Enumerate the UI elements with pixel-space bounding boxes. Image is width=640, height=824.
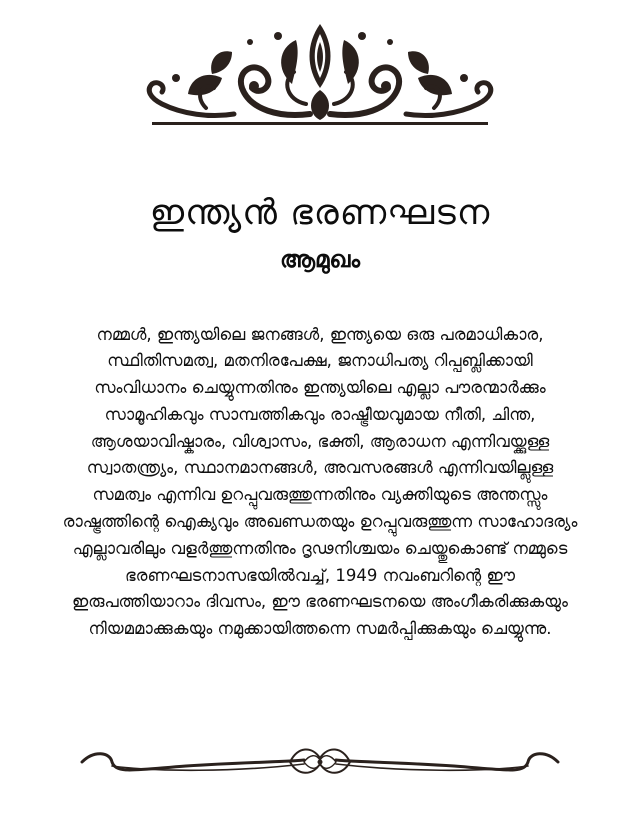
document-subtitle: ആമുഖം bbox=[279, 247, 361, 274]
document-title: ഇന്ത്യൻ ഭരണഘടന bbox=[149, 193, 491, 234]
swirl-divider-ornament-icon bbox=[76, 732, 564, 784]
preamble-text: നമ്മൾ, ഇന്ത്യയിലെ ജനങ്ങൾ, ഇന്ത്യയെ ഒരു പരമാധികാര, സ്ഥിതിസമത്വ, മതനിരപേക്ഷ, ജനാധിപത്യ റിപ്പബ്ലിക്കായി സംവിധാനം ചെയ്യുന്നതിനും ഇന്ത്യയിലെ എല്ലാ പൗരന്മാർക്കും സാമൂഹികവും സാമ്പത്തികവും രാഷ്ട്രീയവുമായ നീതി, ചിന്ത, ആശയാവിഷ്കാരം, വിശ്വാസം, ഭക്തി, ആരാധന എന്നിവയ്ക്കുള്ള സ്വാതന്ത്ര്യം, സ്ഥാനമാനങ്ങൾ, അവസരങ്ങൾ എന്നിവയില്ലുള്ള സമത്വം എന്നിവ ഉറപ്പുവരുത്തുന്നതിനും വ്യക്തിയുടെ അന്തസ്സും രാഷ്ട്രത്തിന്റെ ഐക്യവും അഖണ്ഡതയും ഉറപ്പുവരുത്തുന്ന സാഹോദര്യം എല്ലാവരിലും വളർത്തുന്നതിനും ദൃഢനിശ്ചയം ചെയ്തുകൊണ്ട് നമ്മുടെ ഭരണഘടനാസഭയിൽവച്ച്, 1949 നവംബറിന്റെ ഈ ഇരുപത്തിയാറാം ദിവസം, ഈ ഭരണഘടനയെ അംഗീകരിക്കുകയും നിയമമാക്കുകയും നമുക്കായിത്തന്നെ സമർപ്പിക്കുകയും ചെയ്യുന്നു. bbox=[62, 324, 578, 639]
floral-flourish-ornament-icon bbox=[110, 18, 530, 136]
